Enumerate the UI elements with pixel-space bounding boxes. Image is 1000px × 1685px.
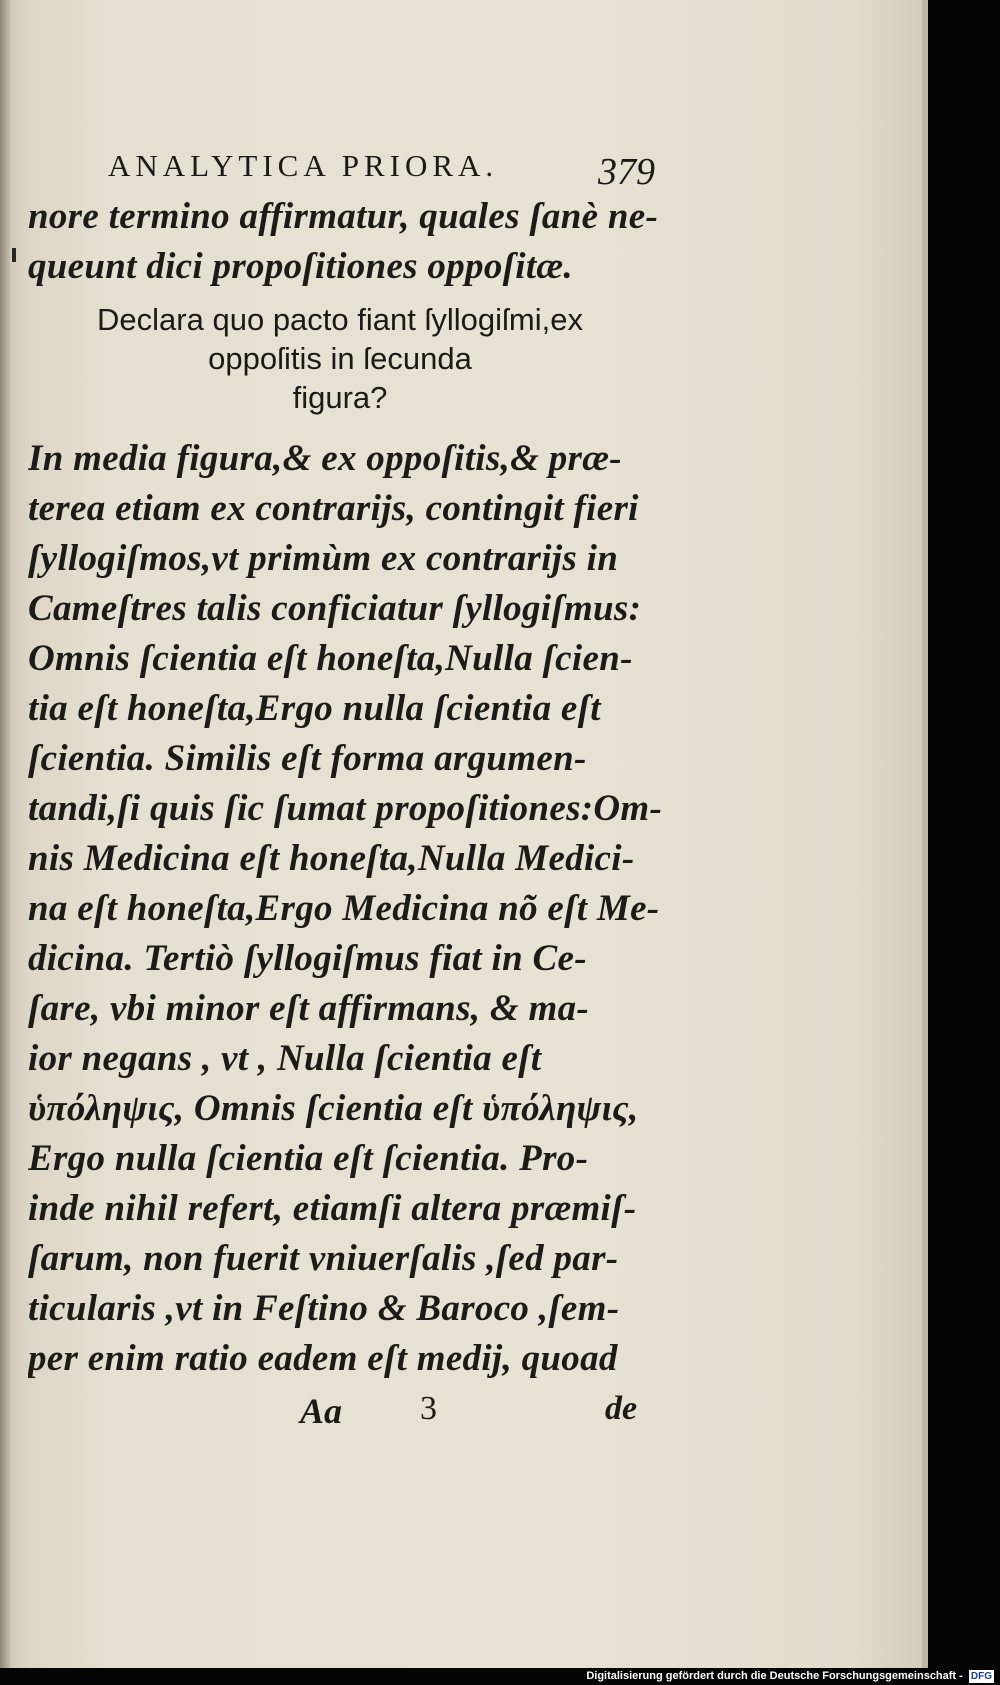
text-line: ſyllogiſmos,vt primùm ex contrariјs in	[28, 538, 619, 579]
page-number: 379	[598, 151, 655, 193]
section-heading	[40, 300, 640, 417]
text-line: Omnis ſcientia eſt honeſta,Nulla ſcien-	[28, 638, 633, 679]
text-line: ſcientia. Similis eſt forma argumen-	[28, 738, 587, 779]
signature-mark: Aa	[300, 1391, 343, 1431]
text-line: inde nihil refert, etiamſi altera præmiſ-	[28, 1188, 637, 1229]
text-line: In media figura,& ex oppoſitis,& præ-	[28, 438, 622, 479]
intro-paragraph	[28, 192, 668, 292]
text-line: nore termino affirmatur, quales ſanè ne-	[28, 196, 659, 237]
dfg-logo: DFG	[970, 1670, 992, 1682]
digitization-footer	[586, 1668, 994, 1685]
signature-number: 3	[420, 1390, 437, 1427]
heading-line: Declara quo pacto fiant ſyllogiſmi,ex	[97, 302, 583, 337]
text-line: terea etiam ex contrariјs, contingit fieri	[28, 488, 639, 529]
text-line: ſarum, non fuerit vniuerſalis ,ſed par-	[28, 1238, 619, 1279]
text-line: ſare, vbi minor eſt affirmans, & ma-	[28, 988, 589, 1029]
text-line: na eſt honeſta,Ergo Medicina nõ eſt Me-	[28, 888, 660, 929]
running-head: ANALYTICA PRIORA.	[108, 148, 499, 183]
text-line: tandi,ſi quis ſic ſumat propoſitiones:Om-	[28, 788, 663, 829]
text-line: Cameſtres talis conficiatur ſyllogiſmus:	[28, 588, 642, 629]
margin-mark	[12, 248, 16, 262]
heading-line: oppoſitis in ſecunda	[208, 341, 472, 376]
text-line: dicina. Tertiò ſyllogiſmus fiat in Ce-	[28, 938, 587, 979]
heading-line: figura?	[292, 380, 388, 415]
text-line: tia eſt honeſta,Ergo nulla ſcientia eſt	[28, 688, 601, 729]
body-paragraph	[28, 434, 668, 1384]
catchword: de	[605, 1390, 638, 1427]
text-line: ὑπόληψις, Omnis ſcientia eſt ὑπόληψις,	[28, 1088, 639, 1129]
text-line: ior negans , vt , Nulla ſcientia eſt	[28, 1038, 542, 1079]
footer-text: Digitalisierung gefördert durch die Deutsche Forschungsgemeinschaft -	[586, 1670, 963, 1682]
text-line: ticularis ,vt in Feſtino & Baroco ,ſem-	[28, 1288, 620, 1329]
text-line: nis Medicina eſt honeſta,Nulla Medici-	[28, 838, 635, 879]
text-line: queunt dici propoſitiones oppoſitæ.	[28, 246, 573, 287]
text-line: Ergo nulla ſcientia eſt ſcientia. Pro-	[28, 1138, 589, 1179]
text-line: per enim ratio eadem eſt medij, quoad	[28, 1338, 618, 1379]
